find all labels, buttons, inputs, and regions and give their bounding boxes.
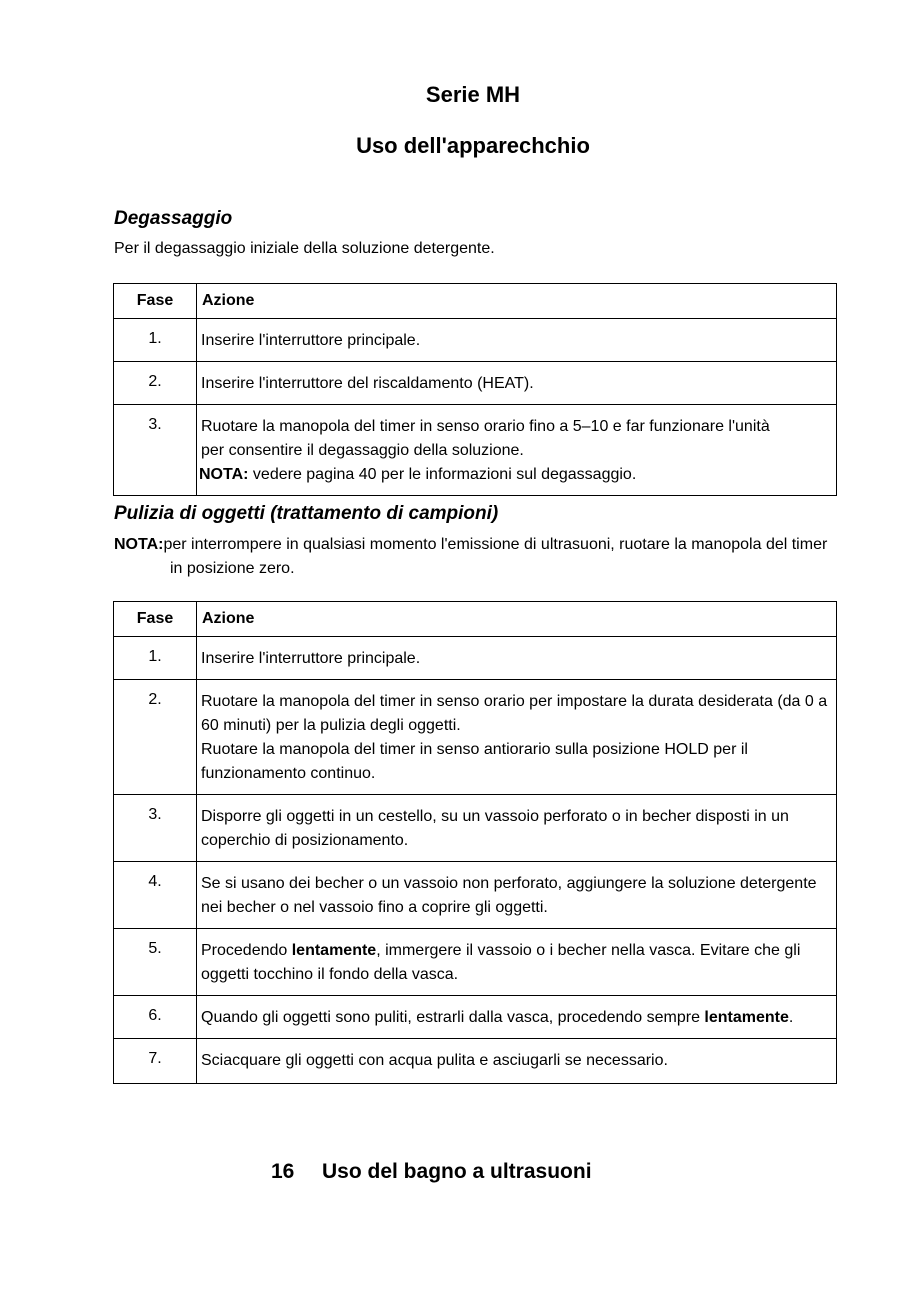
step-action: Inserire l'interruttore principale. xyxy=(197,637,837,680)
table-row xyxy=(114,680,837,795)
emphasis-text: lentamente xyxy=(704,1009,789,1026)
footer-title: Uso del bagno a ultrasuoni xyxy=(322,1160,592,1183)
step-action xyxy=(197,319,837,362)
table-row xyxy=(114,996,837,1039)
step-action-line: Inserire l'interruttore principale. xyxy=(201,332,421,349)
step-action: Sciacquare gli oggetti con acqua pulita e asciugarli se necessario. xyxy=(197,1039,837,1084)
column-header-action: Azione xyxy=(197,602,837,637)
step-action-text: Quando gli oggetti sono puliti, estrarli dalla vasca, procedendo sempre xyxy=(201,1009,705,1026)
table-row xyxy=(114,1039,837,1084)
step-action xyxy=(197,680,837,795)
column-header-action: Azione xyxy=(197,284,837,319)
degassing-heading: Degassaggio xyxy=(114,208,233,229)
step-number: 4. xyxy=(114,862,197,929)
table-row xyxy=(114,362,837,405)
step-action: Se si usano dei becher o un vassoio non perforato, aggiungere la soluzione detergente nei becher o nel vassoio fino a coprire gli oggetti. xyxy=(197,862,837,929)
step-action xyxy=(197,362,837,405)
table-row xyxy=(114,319,837,362)
step-action xyxy=(197,405,837,496)
degassing-intro: Per il degassaggio iniziale della soluzione detergente. xyxy=(114,240,495,257)
cleaning-heading: Pulizia di oggetti (trattamento di campioni) xyxy=(114,503,499,524)
table-row xyxy=(114,405,837,496)
step-action xyxy=(197,996,837,1039)
step-action-text: , immergere il vassoio o i becher nella vasca. Evitare che gli oggetti tocchino il fondo della vasca. xyxy=(201,942,801,983)
step-action-text: . xyxy=(788,1009,794,1026)
step-action-text: Procedendo xyxy=(201,942,292,959)
note-text: per interrompere in qualsiasi momento l'emissione di ultrasuoni, ruotare la manopola del timer in posizione zero. xyxy=(163,536,828,577)
step-number: 2. xyxy=(114,362,197,405)
step-number: 3. xyxy=(114,405,197,496)
table-row xyxy=(114,637,837,680)
page-number: 16 xyxy=(271,1160,295,1183)
series-title: Serie MH xyxy=(425,82,521,107)
table-header-row xyxy=(114,602,837,637)
step-number: 1. xyxy=(114,637,197,680)
step-action: Disporre gli oggetti in un cestello, su un vassoio perforato o in becher disposti in un coperchio di posizionamento. xyxy=(197,795,837,862)
step-action-line: Ruotare la manopola del timer in senso orario per impostare la durata desiderata (da 0 a 60 minuti) per la pulizia degli oggetti. xyxy=(201,693,828,734)
note-label: NOTA: xyxy=(114,536,164,553)
column-header-step: Fase xyxy=(114,284,197,319)
step-action-line: Inserire l'interruttore del riscaldamento (HEAT). xyxy=(201,375,534,392)
table-row xyxy=(114,795,837,862)
degassing-table xyxy=(113,283,837,496)
step-action-line: per consentire il degassaggio della soluzione. xyxy=(201,442,524,459)
step-action-line: Ruotare la manopola del timer in senso antiorario sulla posizione HOLD per il funzionamento continuo. xyxy=(201,741,748,782)
table-header-row xyxy=(114,284,837,319)
column-header-step: Fase xyxy=(114,602,197,637)
note-label: NOTA: xyxy=(199,466,249,483)
step-number: 7. xyxy=(114,1039,197,1084)
step-number: 2. xyxy=(114,680,197,795)
step-number: 3. xyxy=(114,795,197,862)
emphasis-text: lentamente xyxy=(291,942,377,959)
page-title: Uso dell'apparechchio xyxy=(356,133,590,158)
note-text: vedere pagina 40 per le informazioni sul degassaggio. xyxy=(248,466,637,483)
table-row xyxy=(114,862,837,929)
step-action-line: Ruotare la manopola del timer in senso orario fino a 5–10 e far funzionare l'unità xyxy=(201,418,770,435)
step-number: 1. xyxy=(114,319,197,362)
cleaning-note xyxy=(114,533,844,581)
step-action xyxy=(197,929,837,996)
step-number: 5. xyxy=(114,929,197,996)
step-note xyxy=(199,463,832,487)
step-number: 6. xyxy=(114,996,197,1039)
table-row xyxy=(114,929,837,996)
cleaning-table xyxy=(113,601,837,1084)
